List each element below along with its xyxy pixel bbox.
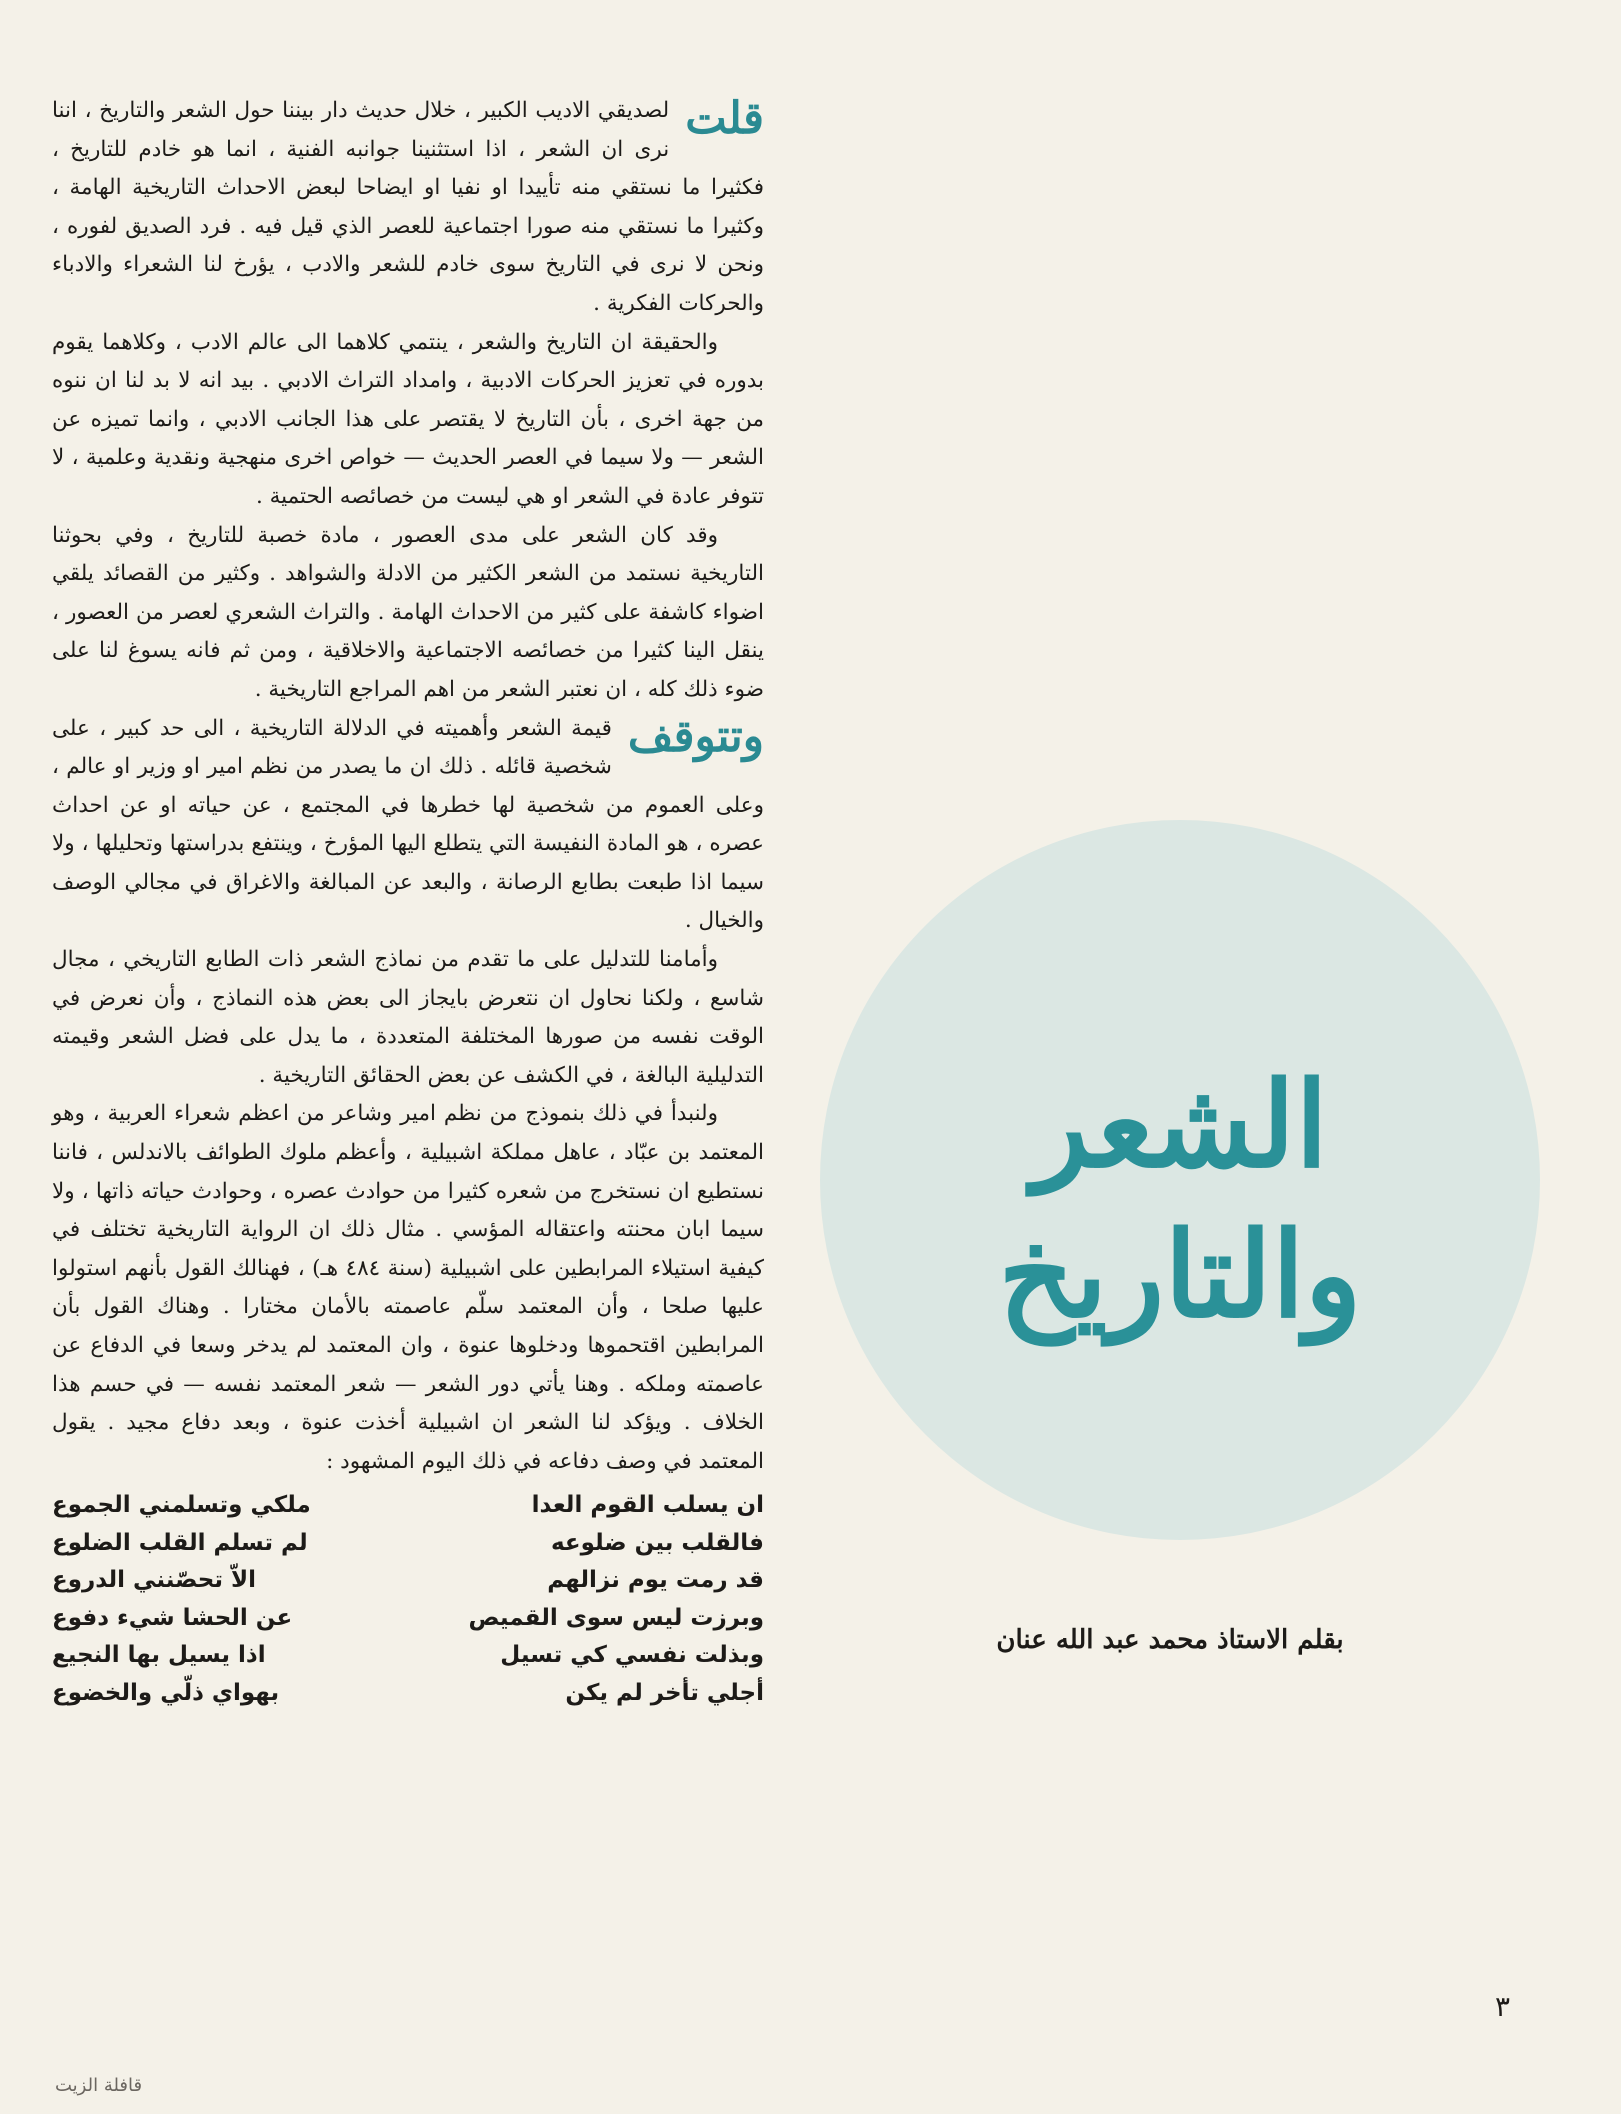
article-paragraph: والحقيقة ان التاريخ والشعر ، ينتمي كلاهما الى عالم الادب ، وكلاهما يقوم بدوره في تعزيز الحركات الادبية ، وامداد التراث الادبي . بيد انه لا بد لنا ان ننوه من جهة اخرى ، بأن التاريخ لا يقتصر على هذا الجانب الادبي ، وانما تميزه عن الشعر — ولا سيما في العصر الحديث — خواص اخرى منهجية ونقدية وعلمية ، لا تتوفر عادة في الشعر او هي ليست من خصائصه الحتمية . (52, 329, 764, 509)
verse-second-half: لم تسلم القلب الضلوع (52, 1529, 308, 1556)
verse-first-half: قد رمت يوم نزالهم (547, 1567, 764, 1594)
verse-first-half: وبرزت ليس سوى القميص (468, 1604, 764, 1631)
article-paragraph: ولنبدأ في ذلك بنموذج من نظم امير وشاعر من اعظم شعراء العربية ، وهو المعتمد بن عبّاد ، عاهل مملكة اشبيلية ، وأعظم ملوك الطوائف بالاندلس ، فاننا نستطيع ان نستخرج من شعره كثيرا من حوادث عصره ، وحوادث حياته ذاتها ، ولا سيما ابان محنته واعتقاله المؤسي . مثال ذلك ان الرواية التاريخية تختلف في كيفية استيلاء المرابطين على اشبيلية (سنة ٤٨٤ هـ) ، فهنالك القول بأنهم استولوا عليها صلحا ، وأن المعتمد سلّم عاصمته بالأمان مختارا . وهناك القول بأن المرابطين اقتحموها ودخلوها عنوة ، وان المعتمد لم يدخر وسعا في الدفاع عن عاصمته وملكه . وهنا يأتي دور الشعر — شعر المعتمد نفسه — في حسم هذا الخلاف . ويؤكد لنا الشعر ان اشبيلية أخذت عنوة ، وبعد دفاع مجيد . يقول المعتمد في وصف دفاعه في ذلك اليوم المشهود : (52, 1101, 764, 1474)
poem-verse (52, 1675, 764, 1713)
article-paragraph: وأمامنا للتدليل على ما تقدم من نماذج الشعر ذات الطابع التاريخي ، مجال شاسع ، ولكنا نحاول ان نتعرض بايجاز الى بعض هذه النماذج ، وأن نعرض في الوقت نفسه من صورها المختلفة المتعددة ، ما يدل على فضل الشعر وقيمته التدليلية البالغة ، في الكشف عن بعض الحقائق التاريخية . (52, 947, 764, 1088)
paragraph-text: قيمة الشعر وأهميته في الدلالة التاريخية ، الى حد كبير ، على شخصية قائله . ذلك ان ما يصدر من نظم امير او وزير او عالم ، وعلى العموم من شخصية لها خطرها في المجتمع ، عن حياته او عن احداث عصره ، هو المادة النفيسة التي يتطلع اليها المؤرخ ، وينتفع بدراستها وتحليلها ، ولا سيما اذا طبعت بطابع الرصانة ، والبعد عن المبالغة والاغراق في مجالي الوصف والخيال . (52, 715, 764, 934)
drop-word: قلت (685, 93, 764, 144)
poem-verse (52, 1562, 764, 1600)
paragraph-text: لصديقي الاديب الكبير ، خلال حديث دار بيننا حول الشعر والتاريخ ، اننا نرى ان الشعر ، اذا استثنينا جوانبه الفنية ، انما هو خادم للتاريخ ، فكثيرا ما نستقي منه تأييدا او نفيا او ايضاحا لبعض الاحداث التاريخية الهامة ، وكثيرا ما نستقي منه صورا اجتماعية للعصر الذي قيل فيه . فرد الصديق لفوره ، ونحن لا نرى في التاريخ سوى خادم للشعر والادب ، يؤرخ لنا الشعراء والادباء والحركات الفكرية . (52, 98, 764, 316)
verse-second-half: اذا يسيل بها النجيع (52, 1642, 266, 1669)
poem-verse (52, 1637, 764, 1675)
article-paragraph (52, 92, 764, 324)
poem-verse (52, 1525, 764, 1563)
verse-first-half: أجلي تأخر لم يكن (565, 1679, 764, 1706)
poem-verse (52, 1600, 764, 1638)
article-body (52, 92, 764, 1712)
verse-first-half: فالقلب بين ضلوعه (550, 1529, 764, 1556)
page-number: ٣ (1495, 1990, 1511, 2023)
verse-first-half: وبذلت نفسي كي تسيل (500, 1642, 764, 1669)
article-paragraph (52, 710, 764, 942)
verse-first-half: ان يسلب القوم العدا (531, 1492, 764, 1519)
verse-second-half: عن الحشا شيء دفوع (52, 1604, 293, 1631)
verse-second-half: بهواي ذلّي والخضوع (52, 1679, 280, 1706)
article-paragraph: وقد كان الشعر على مدى العصور ، مادة خصبة للتاريخ ، وفي بحوثنا التاريخية نستمد من الشعر الكثير من الادلة والشواهد . وكثير من القصائد يلقي اضواء كاشفة على كثير من الاحداث الهامة . والتراث الشعري لعصر من العصور ، ينقل الينا كثيرا من خصائصه الاجتماعية والاخلاقية ، ومن ثم فانه يسوغ لنا على ضوء ذلك كله ، ان نعتبر الشعر من اهم المراجع التاريخية . (52, 522, 764, 702)
author-byline: بقلم الاستاذ محمد عبد الله عنان (996, 1625, 1344, 1655)
verse-second-half: الاّ تحصّنني الدروع (52, 1567, 257, 1594)
poem-verse (52, 1487, 764, 1525)
verse-second-half: ملكي وتسلمني الجموع (52, 1492, 311, 1519)
article-title: الشعر والتاريخ (998, 1055, 1362, 1344)
publication-footer: قافلة الزيت (55, 2075, 143, 2096)
poem (52, 1487, 764, 1712)
drop-word: وتتوقف (627, 710, 764, 762)
